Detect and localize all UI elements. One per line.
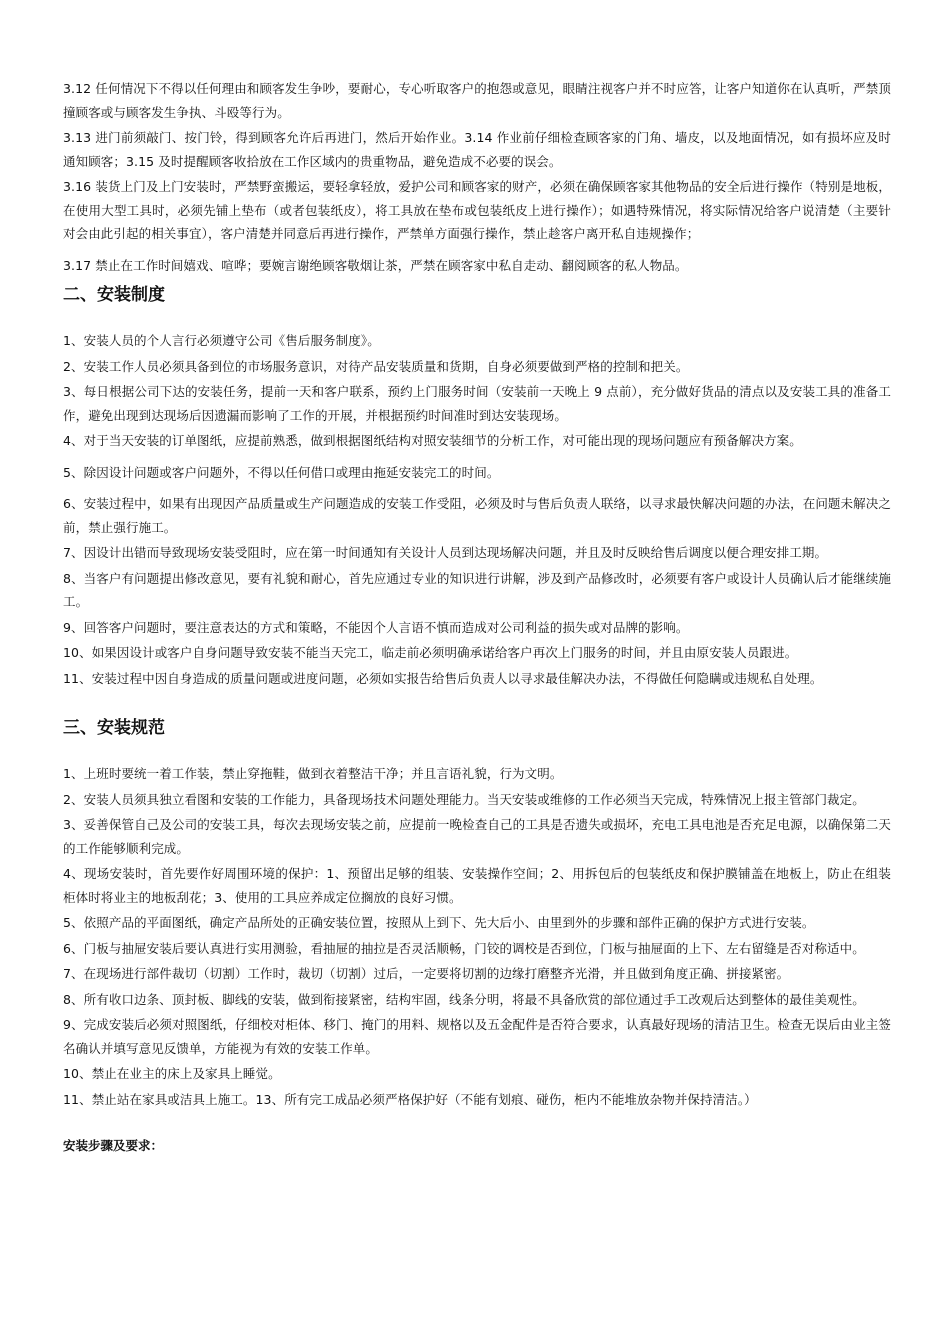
rule-3-16: 3.16 装货上门及上门安装时，严禁野蛮搬运，要轻拿轻放，爱护公司和顾客家的财产，必须在确保顾客家其他物品的安全后进行操作（特别是地板，在使用大型工具时，必须先铺上垫布（或者包装纸皮），将工具放在垫布或包装纸皮上进行操作）；如遇特殊情况，将实际情况给客户说清楚（主要针对会由此引起的相关事宜），客户清楚并同意后再进行操作，严禁单方面强行操作，禁止趁客户离开私自违规操作； [63,179,891,241]
install-system-item-8: 8、当客户有问题提出修改意见，要有礼貌和耐心，首先应通过专业的知识进行讲解，涉及到产品修改时，必须要有客户或设计人员确认后才能继续施工。 [63,570,891,609]
install-spec-item-4: 4、现场安装时，首先要作好周围环境的保护：1、预留出足够的组装、安装操作空间；2、用拆包后的包装纸皮和保护膜铺盖在地板上，防止在组装柜体时将业主的地板刮花；3、使用的工具应养成定位搁放的良好习惯。 [63,866,891,905]
document-page [63,77,891,1157]
install-spec-item-5: 5、依照产品的平面图纸，确定产品所处的正确安装位置，按照从上到下、先大后小、由里到外的步骤和部件正确的保护方式进行安装。 [63,915,815,930]
install-system-item-10: 10、如果因设计或客户自身问题导致安装不能当天完工，临走前必须明确承诺给客户再次上门服务的时间，并且由原安装人员跟进。 [63,645,798,660]
install-spec-item-3: 3、妥善保管自己及公司的安装工具，每次去现场安装之前，应提前一晚检查自己的工具是否遗失或损坏，充电工具电池是否充足电源，以确保第二天的工作能够顺利完成。 [63,817,891,856]
install-spec-item-8: 8、所有收口边条、顶封板、脚线的安装，做到衔接紧密，结构牢固，线条分明，将最不具备欣赏的部位通过手工改观后达到整体的最佳美观性。 [63,991,865,1007]
install-system-item-2: 2、安装工作人员必须具备到位的市场服务意识，对待产品安装质量和货期，自身必须要做到严格的控制和把关。 [63,358,689,374]
install-system-item-9: 9、回答客户问题时，要注意表达的方式和策略，不能因个人言语不慎而造成对公司利益的损失或对品牌的影响。 [63,619,689,635]
install-system-item-6: 6、安装过程中，如果有出现因产品质量或生产问题造成的安装工作受阻，必须及时与售后负责人联络，以寻求最快解决问题的办法，在问题未解决之前，禁止强行施工。 [63,496,891,535]
rule-3-13: 3.13 进门前须敲门、按门铃，得到顾客允许后再进门，然后开始作业。3.14 作业前仔细检查顾客家的门角、墙皮，以及地面情况，如有损坏应及时通知顾客；3.15 及时提醒顾客收拾放在工作区域内的贵重物品，避免造成不必要的误会。 [63,130,891,169]
install-system-item-7: 7、因设计出错而导致现场安装受阻时，应在第一时间通知有关设计人员到达现场解决问题，并且及时反映给售后调度以便合理安排工期。 [63,545,828,560]
rule-3-12: 3.12 任何情况下不得以任何理由和顾客发生争吵，要耐心，专心听取客户的抱怨或意见，眼睛注视客户并不时应答，让客户知道你在认真听，严禁顶撞顾客或与顾客发生争执、斗殴等行为。 [63,81,891,120]
section-3-title: 三、安装规范 [63,718,165,738]
section-2-title: 二、安装制度 [63,285,165,305]
install-steps-heading: 安装步骤及要求： [63,1138,164,1153]
install-spec-item-1: 1、上班时要统一着工作装，禁止穿拖鞋，做到衣着整洁干净；并且言语礼貌，行为文明。 [63,766,563,781]
install-spec-item-2: 2、安装人员须具独立看图和安装的工作能力，具备现场技术问题处理能力。当天安装或维修的工作必须当天完成，特殊情况上报主管部门裁定。 [63,791,865,807]
install-spec-item-6: 6、门板与抽屉安装后要认真进行实用测验，看抽屉的抽拉是否灵活顺畅，门铰的调校是否到位，门板与抽屉面的上下、左右留缝是否对称适中。 [63,940,865,956]
install-spec-item-7: 7、在现场进行部件裁切（切割）工作时，裁切（切割）过后，一定要将切割的边缘打磨整齐光滑，并且做到角度正确、拼接紧密。 [63,966,790,981]
install-system-item-4: 4、对于当天安装的订单图纸，应提前熟悉，做到根据图纸结构对照安装细节的分析工作，对可能出现的现场问题应有预备解决方案。 [63,433,802,448]
install-spec-item-9: 9、完成安装后必须对照图纸，仔细校对柜体、移门、掩门的用料、规格以及五金配件是否符合要求，认真最好现场的清洁卫生。检查无误后由业主签名确认并填写意见反馈单，方能视为有效的安装工作单。 [63,1017,891,1056]
install-system-item-3: 3、每日根据公司下达的安装任务，提前一天和客户联系，预约上门服务时间（安装前一天晚上 9 点前），充分做好货品的清点以及安装工具的准备工作，避免出现到达现场后因遗漏而影响了工作的开展，并根据预约时间准时到达安装现场。 [63,384,891,423]
rule-3-17: 3.17 禁止在工作时间嬉戏、喧哗；要婉言谢绝顾客敬烟让茶，严禁在顾客家中私自走动、翻阅顾客的私人物品。 [63,257,688,273]
install-system-item-5: 5、除因设计问题或客户问题外，不得以任何借口或理由拖延安装完工的时间。 [63,464,500,480]
install-spec-item-11: 11、禁止站在家具或洁具上施工。13、所有完工成品必须严格保护好（不能有划痕、碰伤，柜内不能堆放杂物并保持清洁。） [63,1091,757,1107]
install-spec-item-10: 10、禁止在业主的床上及家具上睡觉。 [63,1066,281,1081]
install-system-item-11: 11、安装过程中因自身造成的质量问题或进度问题，必须如实报告给售后负责人以寻求最佳解决办法，不得做任何隐瞒或违规私自处理。 [63,670,823,686]
install-system-item-1: 1、安装人员的个人言行必须遵守公司《售后服务制度》。 [63,333,380,348]
